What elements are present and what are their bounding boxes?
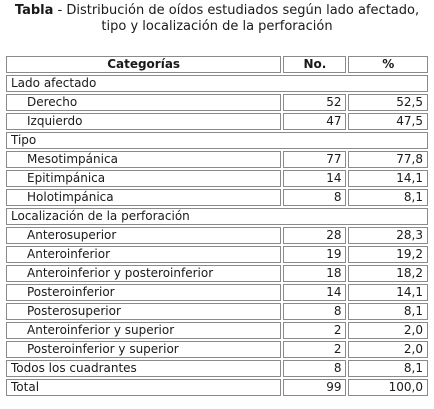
table-row: [6, 151, 428, 168]
row-no: 99: [283, 379, 346, 396]
table-row: [6, 170, 428, 187]
row-label: Posteroinferior y superior: [6, 341, 281, 358]
section-row: [6, 75, 428, 92]
row-no: 8: [283, 303, 346, 320]
row-no: 8: [283, 189, 346, 206]
row-label: Epitimpánica: [6, 170, 281, 187]
row-pct: 8,1: [348, 303, 428, 320]
row-pct: 28,3: [348, 227, 428, 244]
row-label: Mesotimpánica: [6, 151, 281, 168]
header-categorias: Categorías: [6, 56, 281, 73]
row-pct: 2,0: [348, 322, 428, 339]
row-pct: 8,1: [348, 189, 428, 206]
table-row: [6, 113, 428, 130]
table-row: [6, 284, 428, 301]
table-row: [6, 322, 428, 339]
table-caption: [0, 0, 434, 37]
row-label: Anterosuperior: [6, 227, 281, 244]
section-row: [6, 208, 428, 225]
section-row: [6, 132, 428, 149]
row-label: Posterosuperior: [6, 303, 281, 320]
table-row: [6, 265, 428, 282]
row-no: 19: [283, 246, 346, 263]
row-no: 52: [283, 94, 346, 111]
row-pct: 14,1: [348, 284, 428, 301]
row-pct: 19,2: [348, 246, 428, 263]
row-pct: 47,5: [348, 113, 428, 130]
row-no: 47: [283, 113, 346, 130]
row-pct: 2,0: [348, 341, 428, 358]
caption-line2: tipo y localización de la perforación: [101, 19, 333, 34]
row-label: Total: [6, 379, 281, 396]
row-no: 2: [283, 322, 346, 339]
row-label: Posteroinferior: [6, 284, 281, 301]
row-label: Anteroinferior y posteroinferior: [6, 265, 281, 282]
row-label: Holotimpánica: [6, 189, 281, 206]
section-title: Localización de la perforación: [6, 208, 428, 225]
row-no: 8: [283, 360, 346, 377]
table-row: [6, 341, 428, 358]
header-no: No.: [283, 56, 346, 73]
row-pct: 18,2: [348, 265, 428, 282]
section-title: Lado afectado: [6, 75, 428, 92]
table-row: [6, 227, 428, 244]
row-pct: 52,5: [348, 94, 428, 111]
table-row: [6, 189, 428, 206]
row-pct: 77,8: [348, 151, 428, 168]
row-pct: 8,1: [348, 360, 428, 377]
caption-label: Tabla: [14, 3, 54, 18]
row-pct: 14,1: [348, 170, 428, 187]
table-row: [6, 360, 428, 377]
header-row: [6, 56, 428, 73]
row-label: Anteroinferior: [6, 246, 281, 263]
header-pct: %: [348, 56, 428, 73]
row-no: 14: [283, 170, 346, 187]
row-label: Anteroinferior y superior: [6, 322, 281, 339]
row-label: Todos los cuadrantes: [6, 360, 281, 377]
section-title: Tipo: [6, 132, 428, 149]
table-row: [6, 246, 428, 263]
row-no: 18: [283, 265, 346, 282]
table-row: [6, 94, 428, 111]
row-pct: 100,0: [348, 379, 428, 396]
row-no: 28: [283, 227, 346, 244]
total-row: [6, 379, 428, 396]
data-table: [4, 54, 430, 398]
row-no: 77: [283, 151, 346, 168]
caption-line1: - Distribución de oídos estudiados según lado afectado,: [53, 3, 420, 18]
row-label: Izquierdo: [6, 113, 281, 130]
row-no: 14: [283, 284, 346, 301]
table-row: [6, 303, 428, 320]
row-label: Derecho: [6, 94, 281, 111]
row-no: 2: [283, 341, 346, 358]
